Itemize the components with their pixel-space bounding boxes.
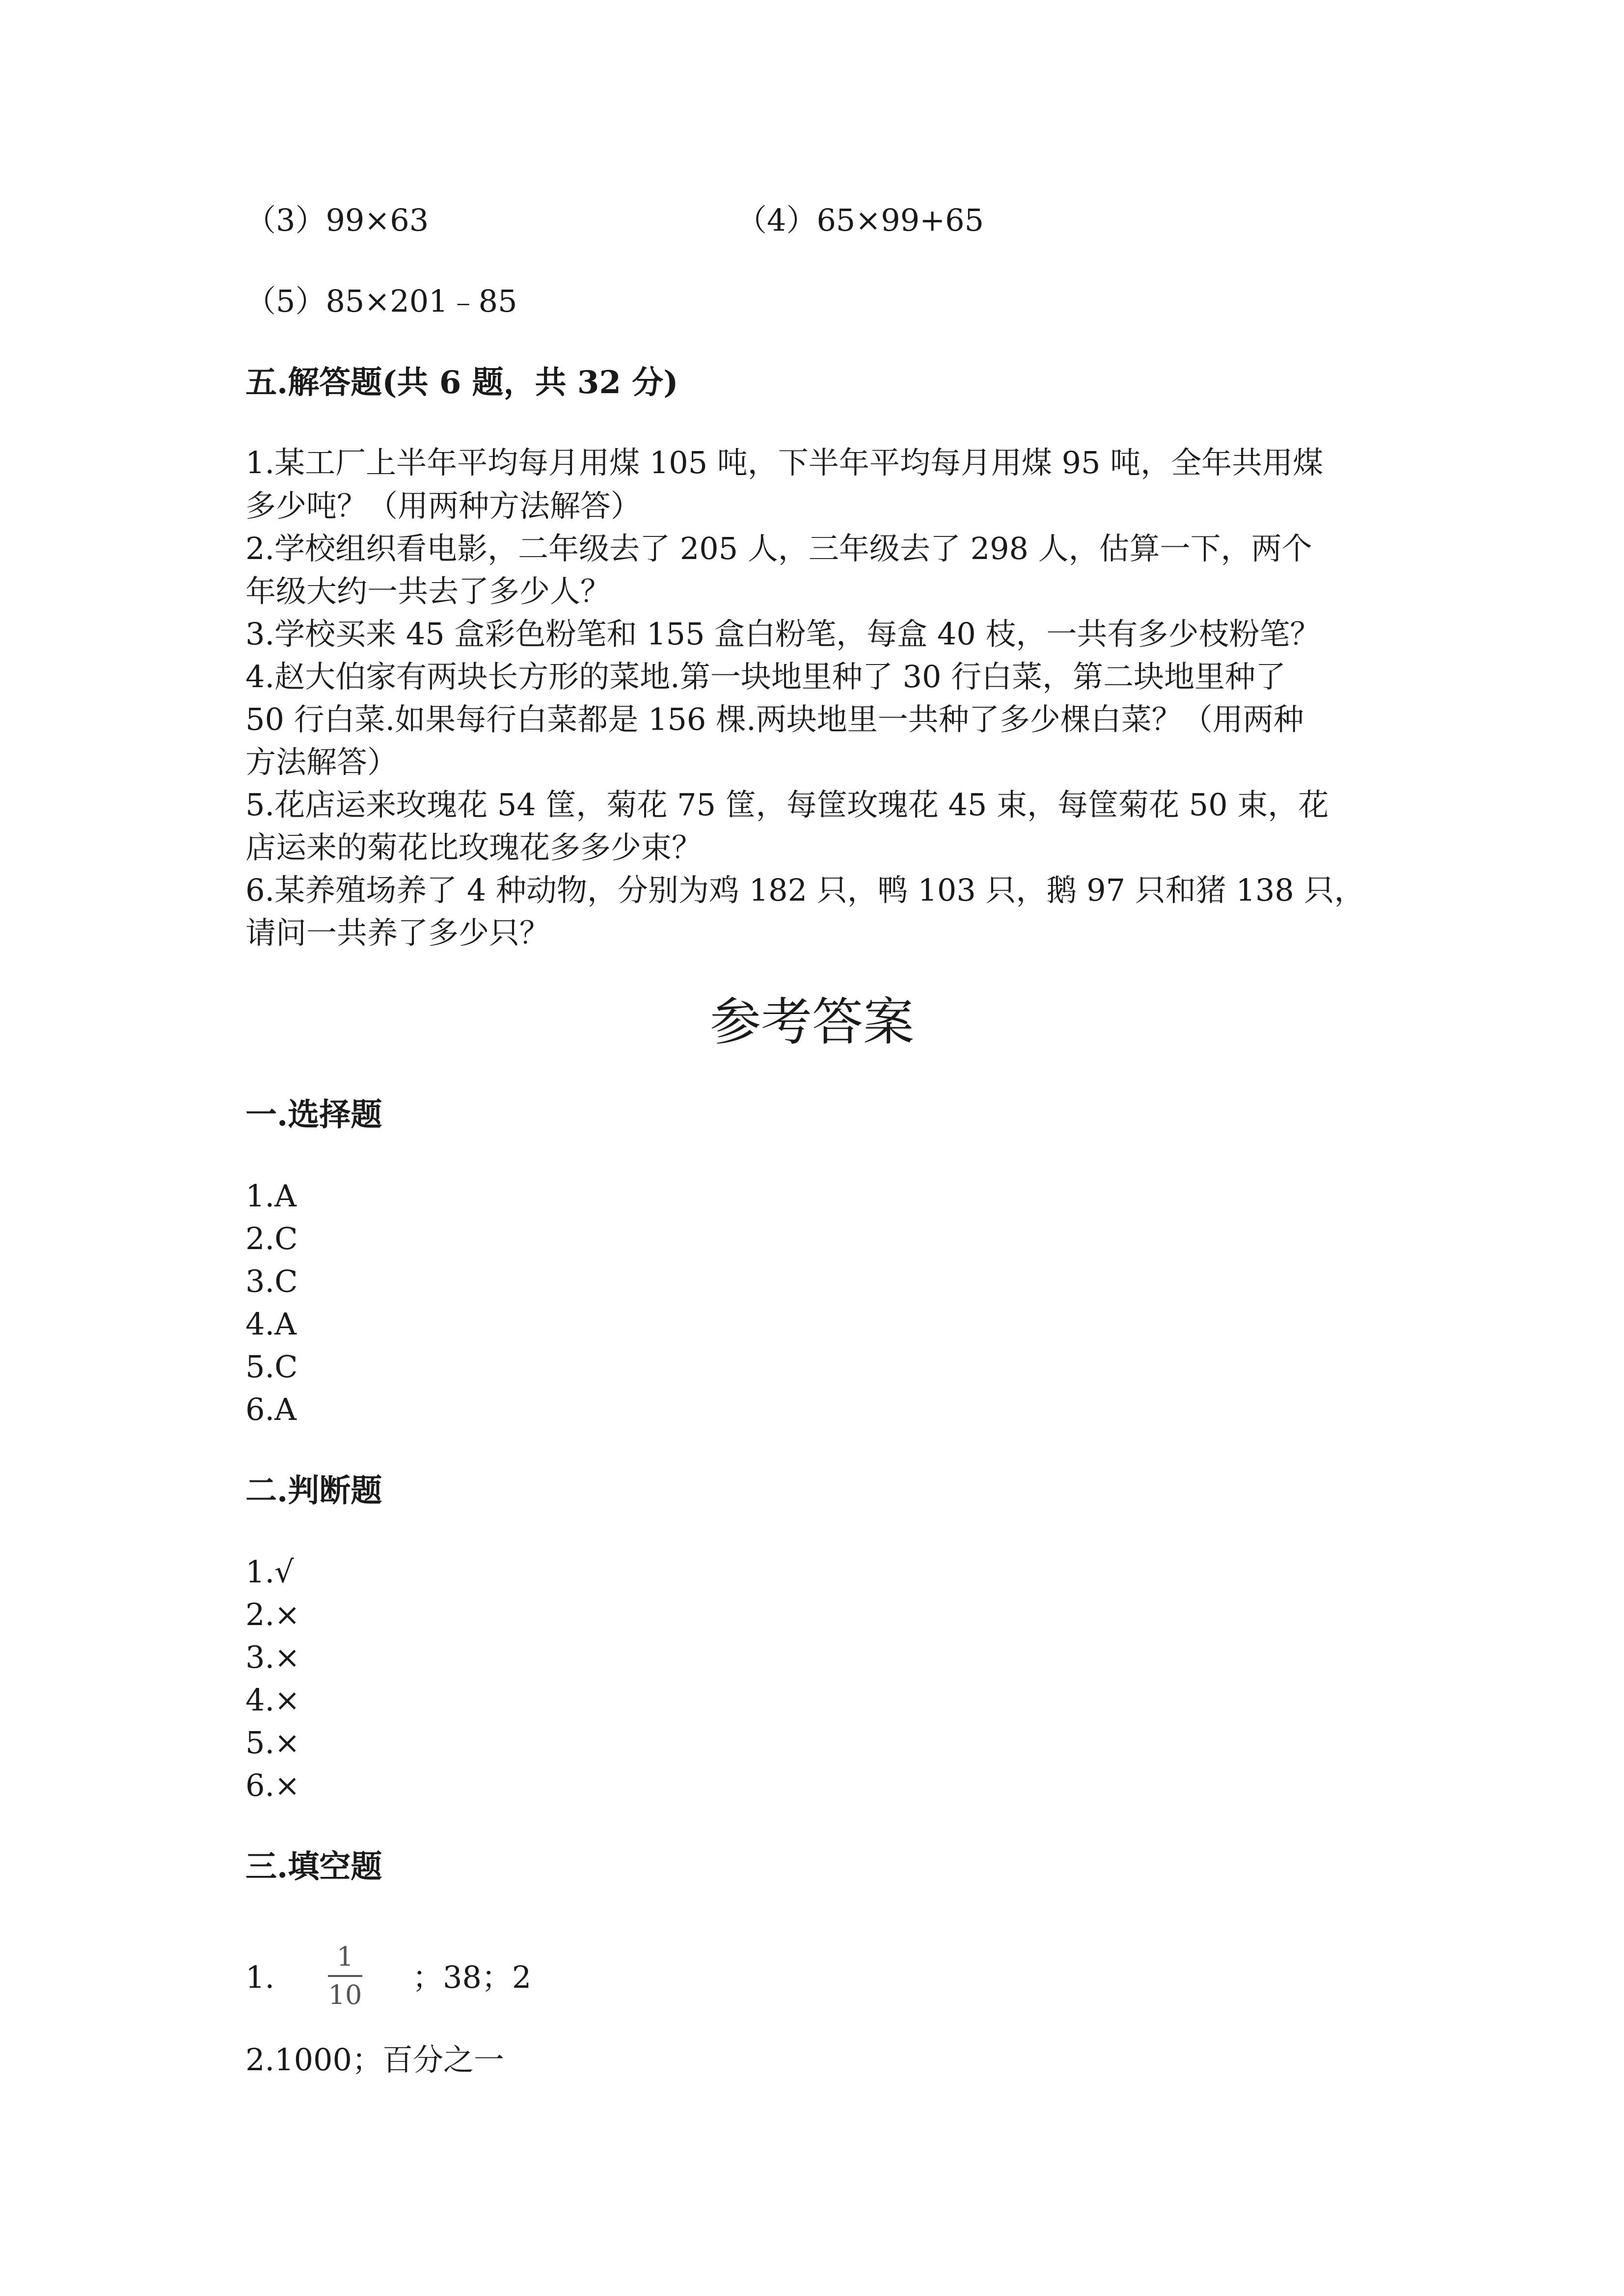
problem-line: 方法解答）	[245, 744, 398, 780]
answer-item: 2.×	[245, 1597, 300, 1632]
problem-line: 5.花店运来玫瑰花 54 筐，菊花 75 筐，每筐玫瑰花 45 束，每筐菊花 50 束，花	[245, 787, 1329, 823]
section-5-heading: 五.解答题(共 6 题，共 32 分)	[245, 364, 678, 401]
fill-answer-1-number: 1.	[245, 1959, 275, 1995]
fill-answer-2: 2.1000；百分之一	[245, 2042, 504, 2078]
problem-line: 多少吨？（用两种方法解答）	[245, 488, 642, 524]
answers-sec1-heading: 一.选择题	[245, 1096, 382, 1133]
answers-sec2-heading: 二.判断题	[245, 1472, 382, 1509]
problem-line: 50 行白菜.如果每行白菜都是 156 棵.两块地里一共种了多少棵白菜？（用两种	[245, 701, 1304, 737]
answer-item: 1.√	[245, 1554, 294, 1590]
answer-item: 5.×	[245, 1725, 300, 1761]
fraction-bar	[328, 1975, 362, 1977]
answer-item: 6.×	[245, 1767, 300, 1803]
calc-item-3: （3）99×63	[245, 202, 429, 238]
answer-item: 3.C	[245, 1263, 298, 1299]
answer-item: 5.C	[245, 1349, 298, 1385]
problem-line: 1.某工厂上半年平均每月用煤 105 吨，下半年平均每月用煤 95 吨，全年共用煤	[245, 445, 1324, 481]
calc-item-4: （4）65×99+65	[736, 202, 984, 238]
answer-item: 4.×	[245, 1682, 300, 1718]
problem-line: 4.赵大伯家有两块长方形的菜地.第一块地里种了 30 行白菜，第二块地里种了	[245, 659, 1286, 694]
answer-item: 2.C	[245, 1221, 298, 1256]
answer-item: 1.A	[245, 1178, 297, 1214]
fraction-denominator: 10	[328, 1979, 362, 2010]
problem-line: 店运来的菊花比玫瑰花多多少束？	[245, 829, 703, 865]
problem-line: 3.学校买来 45 盒彩色粉笔和 155 盒白粉笔，每盒 40 枝，一共有多少枝粉笔？	[245, 616, 1321, 652]
problem-line: 2.学校组织看电影，二年级去了 205 人，三年级去了 298 人，估算一下，两个	[245, 531, 1312, 566]
answer-item: 4.A	[245, 1306, 297, 1342]
answer-item: 3.×	[245, 1639, 300, 1675]
problem-line: 6.某养殖场养了 4 种动物，分别为鸡 182 只，鸭 103 只，鹅 97 只和猪 138 只，	[245, 872, 1365, 908]
answer-item: 6.A	[245, 1391, 297, 1427]
problem-line: 请问一共养了多少只？	[245, 915, 550, 951]
problem-line: 年级大约一共去了多少人？	[245, 573, 611, 609]
calc-item-5: （5）85×201﹣85	[245, 283, 517, 319]
answers-title: 参考答案	[709, 992, 914, 1052]
fraction-numerator: 1	[336, 1941, 354, 1972]
fraction	[328, 1941, 362, 2010]
fill-answer-1-rest: ；38；2	[412, 1959, 532, 1995]
answers-sec3-heading: 三.填空题	[245, 1848, 382, 1885]
